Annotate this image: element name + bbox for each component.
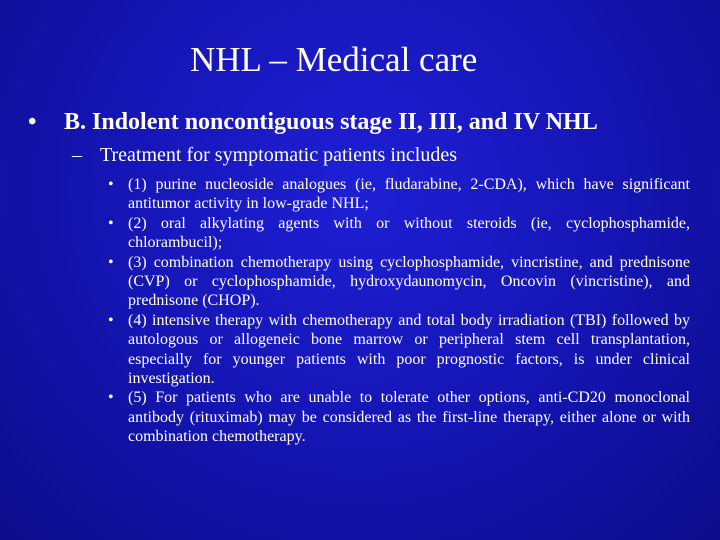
main-bullet-text: B. Indolent noncontiguous stage II, III, and IV NHL <box>64 109 598 135</box>
dash-glyph: – <box>72 144 82 166</box>
list-item <box>106 175 690 214</box>
list-item-text: (2) oral alkylating agents with or without steroids (ie, cyclophosphamide, chlorambucil); <box>128 214 690 252</box>
bullet-glyph: • <box>108 253 114 271</box>
bullet-glyph: • <box>28 109 37 135</box>
slide-title: NHL – Medical care <box>190 40 478 79</box>
bullet-glyph: • <box>108 214 114 232</box>
list-item-text: (5) For patients who are unable to tolerate other options, anti-CD20 monoclonal antibody (rituximab) may be considered as the first-line therapy, either alone or with combination chemotherapy. <box>128 389 690 446</box>
list-item <box>106 253 690 311</box>
list-item <box>106 311 690 389</box>
list-item-text: (3) combination chemotherapy using cyclophosphamide, vincristine, and prednisone (CVP) or cyclophosphamide, hydroxydaunomycin, Oncovin (vincristine), and prednisone (CHOP). <box>128 253 690 310</box>
treatment-list <box>106 175 690 447</box>
bullet-glyph: • <box>108 176 114 193</box>
list-item-text: (1) purine nucleoside analogues (ie, fludarabine, 2-CDA), which have significant antitumor activity in low-grade NHL; <box>128 176 690 213</box>
list-item <box>106 214 690 253</box>
sub-bullet-text: Treatment for symptomatic patients includes <box>100 144 457 166</box>
list-item <box>106 388 690 446</box>
bullet-glyph: • <box>108 389 114 407</box>
sub-bullet <box>72 140 692 170</box>
main-bullet <box>28 106 708 138</box>
bullet-glyph: • <box>108 311 114 329</box>
list-item-text: (4) intensive therapy with chemotherapy and total body irradiation (TBI) followed by autologous or allogeneic bone marrow or peripheral stem cell transplantation, especially for younger patients with poor prognostic factors, is under clinical investigation. <box>128 311 690 388</box>
